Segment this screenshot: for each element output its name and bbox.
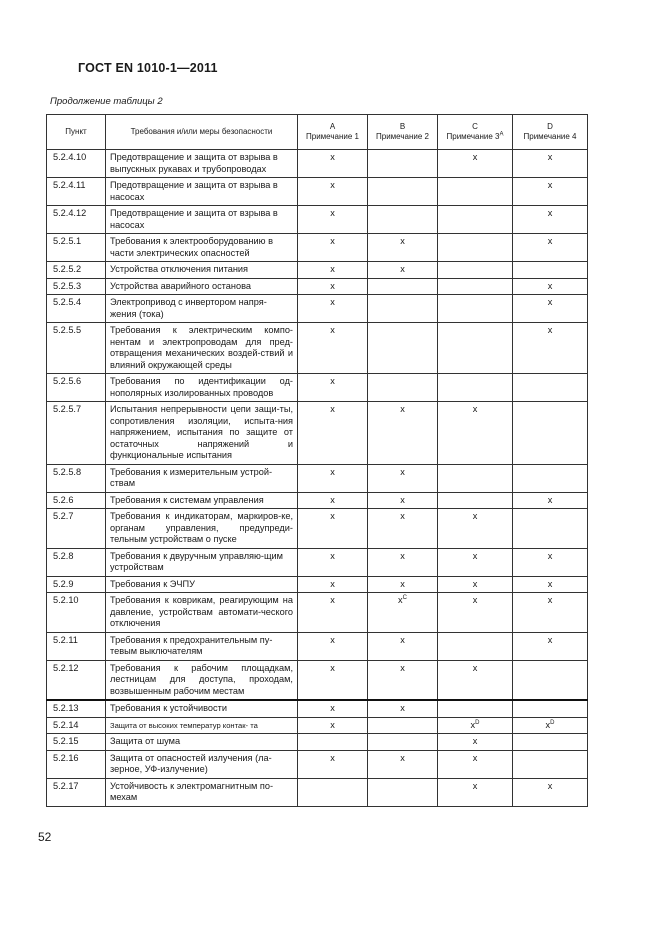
table-row [47,660,588,700]
mark-cell-a [298,278,368,295]
mark-cell-b-superscript: C [402,594,407,601]
clause-cell [47,178,106,206]
mark-cell-b [368,464,438,492]
mark-cell-c-text: x [472,550,478,561]
clause-cell [47,593,106,633]
mark-cell-b-text: x [400,511,405,521]
clause-cell [47,632,106,660]
mark-cell-a-text: x [330,404,335,414]
mark-cell-c [438,150,513,178]
mark-cell-a [298,548,368,576]
mark-cell-d-text: x [545,719,551,730]
mark-cell-c [438,509,513,549]
mark-cell-c-text: x [472,752,478,763]
mark-cell-d-text: x [547,236,553,246]
mark-cell-a-text: x [330,208,335,218]
mark-cell-b [368,374,438,402]
mark-cell-a [298,660,368,700]
mark-cell-b [368,278,438,295]
mark-cell-d [513,492,588,509]
mark-cell-a-text: x [330,634,335,645]
table-row [47,178,588,206]
requirement-cell-text: Требования к предохранительным пу-тевым выключателям [110,634,273,656]
mark-cell-a [298,717,368,734]
table-row [47,593,588,633]
mark-cell-a [298,492,368,509]
requirement-cell-text: Требования к системам управления [110,494,264,505]
clause-cell-text: 5.2.7 [53,511,74,521]
mark-cell-c-text: x [470,719,476,730]
mark-cell-c [438,178,513,206]
mark-cell-c-text: x [472,578,478,589]
mark-cell-d [513,323,588,374]
clause-cell [47,262,106,279]
clause-cell [47,464,106,492]
requirement-cell-text: Требования к электрооборудованию в части электрических опасностей [110,236,273,258]
mark-cell-c [438,402,513,465]
mark-cell-d [513,632,588,660]
mark-cell-a [298,593,368,633]
column-d-note: Примечание 4 [523,132,577,141]
mark-cell-a-text: x [330,595,335,605]
mark-cell-c-text: x [472,780,478,791]
mark-cell-a-text: x [330,280,335,291]
mark-cell-b [368,750,438,778]
mark-cell-d-text: x [547,595,553,605]
requirement-cell-text: Защита от шума [110,736,181,746]
clause-cell [47,323,106,374]
mark-cell-d [513,778,588,806]
requirement-cell [106,402,298,465]
mark-cell-b-text: x [400,662,405,673]
mark-cell-a-text: x [330,376,335,386]
column-a-note: Примечание 1 [306,132,359,141]
mark-cell-b [368,734,438,751]
requirement-cell [106,150,298,178]
table-row [47,278,588,295]
mark-cell-b [368,700,438,717]
mark-cell-c-text: x [472,662,478,673]
mark-cell-b [368,178,438,206]
mark-cell-a-text: x [330,264,335,274]
mark-cell-c [438,734,513,751]
mark-cell-c [438,278,513,295]
clause-cell-text: 5.2.8 [53,550,74,561]
mark-cell-b [368,778,438,806]
clause-cell-text: 5.2.5.2 [53,264,82,274]
mark-cell-d [513,402,588,465]
requirement-cell-text: Требования к индикаторам, маркиров-ке, органам управления, предупреди-тельным устройствам о пуске [110,511,293,544]
mark-cell-d [513,464,588,492]
mark-cell-c [438,323,513,374]
mark-cell-d [513,150,588,178]
column-c-letter: C [472,122,478,131]
table-row [47,323,588,374]
requirement-cell [106,323,298,374]
mark-cell-b [368,295,438,323]
table-row [47,262,588,279]
mark-cell-a-text: x [330,180,335,190]
requirement-cell-text: Требования к устойчивости [110,703,227,713]
clause-cell [47,150,106,178]
mark-cell-c-text: x [472,511,478,521]
table-body [47,150,588,807]
mark-cell-c-text: x [472,736,478,746]
clause-cell-text: 5.2.17 [53,780,79,791]
mark-cell-d-text: x [547,634,553,645]
mark-cell-a [298,632,368,660]
mark-cell-a-text: x [330,703,335,713]
mark-cell-c [438,632,513,660]
clause-cell-text: 5.2.4.11 [53,180,86,190]
mark-cell-b [368,492,438,509]
requirement-cell-text: Предотвращение и защита от взрыва в насосах [110,180,278,202]
mark-cell-c [438,660,513,700]
table-row [47,548,588,576]
clause-cell-text: 5.2.14 [53,719,79,730]
mark-cell-d [513,576,588,593]
page-number: 52 [38,830,52,844]
clause-cell-text: 5.2.16 [53,752,79,763]
requirement-cell-text: Требования к электрическим компо-нентам и электропроводам для пред-отвращения механических воздей-ствий и влияний окружающей среды [110,325,293,370]
mark-cell-d-text: x [547,550,553,561]
mark-cell-d [513,206,588,234]
requirement-cell [106,700,298,717]
table-row [47,509,588,549]
mark-cell-d-text: x [547,494,553,505]
requirement-cell [106,660,298,700]
requirement-cell-text: Устройства аварийного останова [110,280,251,291]
clause-cell [47,700,106,717]
mark-cell-a-text: x [330,511,335,521]
column-d-letter: D [547,122,553,131]
safety-requirements-table [46,114,588,807]
clause-cell-text: 5.2.5.1 [53,236,82,246]
table-row [47,295,588,323]
requirement-cell-text: Устройства отключения питания [110,264,249,274]
requirement-cell [106,234,298,262]
mark-cell-a [298,262,368,279]
requirement-cell [106,734,298,751]
clause-cell-text: 5.2.5.7 [53,404,82,414]
mark-cell-b [368,576,438,593]
requirement-cell [106,464,298,492]
clause-cell-text: 5.2.5.5 [53,325,82,335]
mark-cell-c-text: x [472,595,478,605]
mark-cell-a [298,734,368,751]
table-row [47,206,588,234]
requirement-cell [106,295,298,323]
mark-cell-d [513,700,588,717]
clause-cell [47,374,106,402]
mark-cell-b-text: x [400,578,405,589]
clause-cell [47,278,106,295]
table-row [47,717,588,734]
mark-cell-d-text: x [547,780,553,791]
table-row [47,402,588,465]
mark-cell-a-text: x [330,325,335,335]
requirement-cell-text: Устойчивость к электромагнитным по-мехам [110,780,274,802]
mark-cell-c [438,262,513,279]
mark-cell-b-text: x [400,404,405,414]
requirement-cell [106,509,298,549]
mark-cell-a-text: x [330,152,335,162]
mark-cell-d-text: x [547,325,553,335]
document-header-title: ГОСТ EN 1010-1—2011 [78,61,218,75]
mark-cell-d [513,295,588,323]
requirement-cell [106,178,298,206]
mark-cell-a-text: x [330,297,335,307]
clause-cell-text: 5.2.10 [53,595,79,605]
requirement-cell-text: Предотвращение и защита от взрыва в насосах [110,208,278,230]
table-row [47,750,588,778]
mark-cell-b [368,323,438,374]
table-row [47,234,588,262]
mark-cell-d [513,234,588,262]
table-row [47,734,588,751]
table-header-row [47,115,588,150]
column-header-c [438,115,513,150]
mark-cell-c [438,492,513,509]
mark-cell-c [438,548,513,576]
requirement-cell [106,576,298,593]
column-b-note: Примечание 2 [376,132,429,141]
mark-cell-d-text: x [547,578,553,589]
table-row [47,576,588,593]
mark-cell-c [438,234,513,262]
requirement-cell [106,492,298,509]
requirement-cell-text: Требования к коврикам, реагирующим на давление, устройствам автомати-ческого отключения [110,595,293,628]
mark-cell-d [513,548,588,576]
mark-cell-d-text: x [547,208,553,218]
clause-cell-text: 5.2.5.6 [53,376,82,386]
clause-cell [47,402,106,465]
mark-cell-d [513,178,588,206]
requirement-cell [106,750,298,778]
clause-cell-text: 5.2.5.3 [53,280,82,291]
clause-cell-text: 5.2.4.12 [53,208,87,218]
column-header-d [513,115,588,150]
table-caption: Продолжение таблицы 2 [50,96,163,107]
requirement-cell [106,632,298,660]
clause-cell [47,576,106,593]
column-c-superscript: A [499,131,504,138]
clause-cell-text: 5.2.4.10 [53,152,87,162]
clause-cell [47,492,106,509]
table-row [47,778,588,806]
mark-cell-a-text: x [330,752,335,763]
column-header-requirements: Требования и/или меры безопасности [106,115,298,150]
table-row [47,374,588,402]
mark-cell-d [513,262,588,279]
requirement-cell [106,593,298,633]
clause-cell-text: 5.2.12 [53,662,79,673]
mark-cell-a [298,295,368,323]
mark-cell-a-text: x [330,494,335,505]
mark-cell-c [438,206,513,234]
mark-cell-a-text: x [330,719,335,730]
requirement-cell-text: Предотвращение и защита от взрыва в выпускных рукавах и трубопроводах [110,152,278,174]
clause-cell-text: 5.2.15 [53,736,79,746]
table-row [47,700,588,717]
mark-cell-a [298,700,368,717]
requirement-cell-text: Защита от опасностей излучения (ла-зерное, УФ-излучение) [110,752,272,774]
mark-cell-c [438,700,513,717]
mark-cell-d [513,717,588,734]
mark-cell-d-text: x [547,280,553,291]
mark-cell-b [368,402,438,465]
requirement-cell [106,206,298,234]
mark-cell-b-text: x [400,550,405,561]
mark-cell-a [298,778,368,806]
clause-cell-text: 5.2.5.4 [53,297,82,307]
mark-cell-a [298,150,368,178]
mark-cell-b [368,150,438,178]
requirement-cell [106,778,298,806]
mark-cell-a [298,323,368,374]
mark-cell-b-text: x [400,264,405,274]
mark-cell-b-text: x [400,752,405,763]
mark-cell-a-text: x [330,662,335,673]
mark-cell-a [298,509,368,549]
mark-cell-d-text: x [547,180,553,190]
mark-cell-c [438,717,513,734]
requirement-cell-text: Защита от высоких температур контак- та [110,720,258,730]
mark-cell-b [368,262,438,279]
requirement-cell [106,548,298,576]
mark-cell-a [298,234,368,262]
mark-cell-b-text: x [400,466,405,477]
clause-cell-text: 5.2.6 [53,494,74,505]
mark-cell-d [513,509,588,549]
mark-cell-b [368,660,438,700]
mark-cell-c-superscript: D [475,719,480,726]
mark-cell-d-superscript: D [550,719,555,726]
mark-cell-b-text: x [400,236,405,246]
clause-cell [47,206,106,234]
mark-cell-c [438,374,513,402]
mark-cell-d [513,660,588,700]
mark-cell-b [368,548,438,576]
clause-cell [47,509,106,549]
requirement-cell [106,717,298,734]
requirement-cell [106,374,298,402]
requirement-cell-text: Требования к двуручным управляю-щим устройствам [110,550,283,572]
mark-cell-d [513,734,588,751]
requirement-cell [106,262,298,279]
mark-cell-b-text: x [400,634,405,645]
requirement-cell-text: Электропривод с инвертором напря-жения (тока) [110,297,267,319]
mark-cell-b-text: x [400,494,405,505]
table-row [47,464,588,492]
clause-cell [47,234,106,262]
clause-cell [47,295,106,323]
mark-cell-c [438,778,513,806]
requirement-cell [106,278,298,295]
mark-cell-a-text: x [330,236,335,246]
column-header-a [298,115,368,150]
column-b-letter: B [399,122,406,131]
table-row [47,492,588,509]
mark-cell-d [513,593,588,633]
requirement-cell-text: Требования к измерительным устрой-ствам [110,466,273,488]
mark-cell-d [513,278,588,295]
clause-cell [47,548,106,576]
mark-cell-a [298,178,368,206]
mark-cell-a [298,402,368,465]
clause-cell-text: 5.2.9 [53,578,74,589]
mark-cell-c [438,295,513,323]
mark-cell-c [438,750,513,778]
mark-cell-b-text: x [400,703,405,713]
column-a-letter: A [329,122,336,131]
mark-cell-a-text: x [330,550,335,561]
mark-cell-c [438,576,513,593]
mark-cell-a [298,576,368,593]
mark-cell-a [298,464,368,492]
mark-cell-b [368,593,438,633]
table-row [47,150,588,178]
mark-cell-a-text: x [330,466,335,477]
mark-cell-c [438,464,513,492]
mark-cell-b [368,717,438,734]
mark-cell-d-text: x [547,297,553,307]
table-row [47,632,588,660]
column-c-note: Примечание 3 [446,132,500,141]
clause-cell [47,734,106,751]
clause-cell [47,750,106,778]
mark-cell-d [513,374,588,402]
mark-cell-c-text: x [472,152,478,162]
clause-cell [47,660,106,700]
mark-cell-d [513,750,588,778]
mark-cell-b-text: x [398,595,403,605]
requirement-cell-text: Требования по идентификации од-нополярных изолированных проводов [110,376,293,398]
column-header-b [368,115,438,150]
requirement-cell-text: Требования к ЭЧПУ [110,578,195,589]
mark-cell-c-text: x [472,404,478,414]
requirement-cell-text: Требования к рабочим площадкам, лестницам для доступа, проходам, возвышенным рабочим местам [110,662,293,696]
mark-cell-b [368,509,438,549]
mark-cell-b [368,234,438,262]
clause-cell-text: 5.2.11 [53,634,78,645]
mark-cell-a [298,206,368,234]
column-header-clause: Пункт [47,115,106,150]
mark-cell-d-text: x [547,152,553,162]
clause-cell-text: 5.2.5.8 [53,466,82,477]
mark-cell-c [438,593,513,633]
clause-cell [47,778,106,806]
mark-cell-a-text: x [330,578,335,589]
clause-cell [47,717,106,734]
mark-cell-b [368,632,438,660]
mark-cell-a [298,750,368,778]
requirement-cell-text: Испытания непрерывности цепи защи-ты, сопротивления изоляции, испыта-ния напряжением, испытания по защите от остаточных напряжений и функциональные испытания [110,404,293,460]
mark-cell-a [298,374,368,402]
clause-cell-text: 5.2.13 [53,703,79,713]
mark-cell-b [368,206,438,234]
